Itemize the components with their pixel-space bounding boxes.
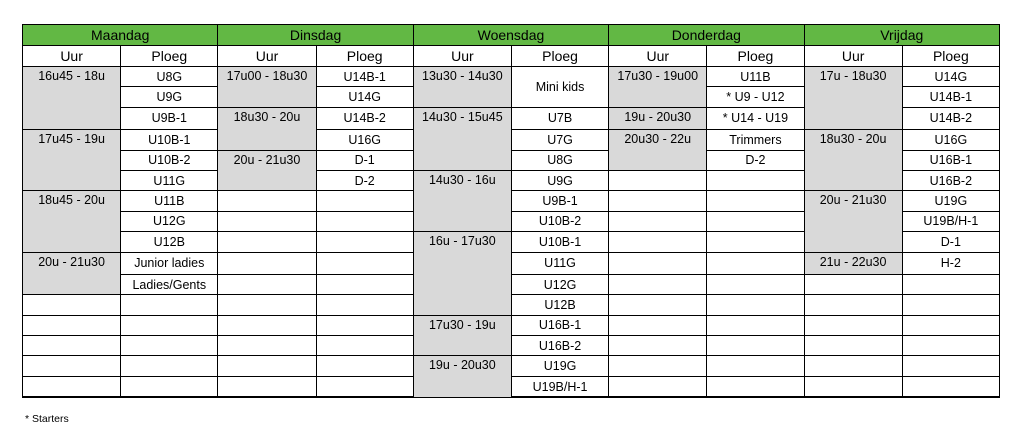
empty-time-cell: [218, 356, 316, 376]
uur-header: Uur: [804, 46, 902, 67]
empty-team-cell: [707, 252, 804, 274]
time-slot: 18u30 - 20u: [804, 130, 902, 191]
team-cell: U11G: [121, 170, 218, 190]
team-cell: U14B-2: [902, 107, 999, 129]
time-slot: 17u30 - 19u: [413, 315, 511, 356]
time-slot: 14u30 - 16u: [413, 170, 511, 231]
empty-team-cell: [121, 356, 218, 376]
uur-header: Uur: [609, 46, 707, 67]
team-cell: U9B-1: [511, 191, 608, 211]
team-cell: U19G: [902, 191, 999, 211]
empty-team-cell: [707, 356, 804, 376]
team-cell: Junior ladies: [121, 252, 218, 274]
uur-header: Uur: [218, 46, 316, 67]
team-cell: U14B-2: [316, 107, 413, 129]
team-cell: U16B-1: [902, 150, 999, 170]
day-header-donderdag: Donderdag: [609, 25, 804, 46]
empty-time-cell: [218, 295, 316, 315]
team-cell: U12B: [121, 232, 218, 252]
day-header-maandag: Maandag: [23, 25, 218, 46]
empty-time-cell: [804, 356, 902, 376]
team-cell: U11B: [707, 67, 804, 87]
footnote: * Starters: [25, 413, 69, 425]
time-slot: 17u45 - 19u: [23, 130, 121, 191]
team-cell: U19B/H-1: [902, 211, 999, 231]
empty-time-cell: [609, 170, 707, 190]
time-slot: 18u30 - 20u: [218, 107, 316, 150]
team-cell: U12G: [511, 274, 608, 294]
ploeg-header: Ploeg: [707, 46, 804, 67]
time-slot: 19u - 20u30: [609, 107, 707, 129]
day-header-dinsdag: Dinsdag: [218, 25, 413, 46]
time-slot: 18u45 - 20u: [23, 191, 121, 252]
team-cell: U14G: [902, 67, 999, 87]
time-slot: 16u - 17u30: [413, 232, 511, 316]
empty-time-cell: [218, 211, 316, 231]
empty-time-cell: [23, 295, 121, 315]
day-header-woensdag: Woensdag: [413, 25, 608, 46]
empty-time-cell: [23, 336, 121, 356]
empty-team-cell: [316, 336, 413, 356]
ploeg-header: Ploeg: [316, 46, 413, 67]
team-cell: H-2: [902, 252, 999, 274]
uur-header: Uur: [413, 46, 511, 67]
team-cell: U10B-2: [121, 150, 218, 170]
empty-team-cell: [316, 274, 413, 294]
empty-time-cell: [609, 232, 707, 252]
team-cell: U9G: [121, 87, 218, 107]
empty-time-cell: [218, 191, 316, 211]
team-cell: U16G: [902, 130, 999, 150]
empty-team-cell: [121, 295, 218, 315]
team-cell: U10B-1: [121, 130, 218, 150]
empty-time-cell: [218, 252, 316, 274]
empty-team-cell: [121, 315, 218, 335]
time-slot: 16u45 - 18u: [23, 67, 121, 130]
team-cell: U19G: [511, 356, 608, 376]
team-cell: * U14 - U19: [707, 107, 804, 129]
empty-team-cell: [707, 232, 804, 252]
empty-team-cell: [707, 376, 804, 397]
empty-team-cell: [902, 376, 999, 397]
time-slot: 17u - 18u30: [804, 67, 902, 130]
empty-time-cell: [609, 295, 707, 315]
empty-team-cell: [316, 356, 413, 376]
empty-time-cell: [609, 252, 707, 274]
time-slot: 20u - 21u30: [804, 191, 902, 252]
team-cell: U7G: [511, 130, 608, 150]
team-cell: * U9 - U12: [707, 87, 804, 107]
team-cell: D-2: [707, 150, 804, 170]
team-cell: D-1: [902, 232, 999, 252]
empty-team-cell: [121, 336, 218, 356]
empty-team-cell: [707, 274, 804, 294]
empty-time-cell: [609, 274, 707, 294]
empty-time-cell: [218, 274, 316, 294]
team-cell: U14G: [316, 87, 413, 107]
empty-team-cell: [707, 315, 804, 335]
team-cell: Trimmers: [707, 130, 804, 150]
team-cell: D-2: [316, 170, 413, 190]
team-cell: U10B-2: [511, 211, 608, 231]
time-slot: 13u30 - 14u30: [413, 67, 511, 108]
team-cell: U11G: [511, 252, 608, 274]
empty-time-cell: [609, 336, 707, 356]
time-slot: 21u - 22u30: [804, 252, 902, 274]
time-slot: 14u30 - 15u45: [413, 107, 511, 170]
empty-team-cell: [902, 356, 999, 376]
empty-time-cell: [218, 315, 316, 335]
empty-team-cell: [316, 295, 413, 315]
team-cell: D-1: [316, 150, 413, 170]
empty-time-cell: [804, 336, 902, 356]
day-header-vrijdag: Vrijdag: [804, 25, 999, 46]
empty-time-cell: [804, 295, 902, 315]
empty-time-cell: [23, 356, 121, 376]
empty-time-cell: [804, 274, 902, 294]
empty-team-cell: [316, 211, 413, 231]
team-cell: U14B-1: [316, 67, 413, 87]
time-slot: 17u30 - 19u00: [609, 67, 707, 108]
empty-team-cell: [707, 336, 804, 356]
empty-time-cell: [804, 315, 902, 335]
empty-team-cell: [902, 274, 999, 294]
empty-team-cell: [707, 170, 804, 190]
empty-team-cell: [316, 376, 413, 397]
team-cell: Mini kids: [511, 67, 608, 108]
team-cell: U8G: [121, 67, 218, 87]
team-cell: U19B/H-1: [511, 376, 608, 397]
training-schedule-table: [22, 24, 1000, 398]
empty-time-cell: [804, 376, 902, 397]
team-cell: U14B-1: [902, 87, 999, 107]
team-cell: U12B: [511, 295, 608, 315]
team-cell: U12G: [121, 211, 218, 231]
empty-team-cell: [316, 232, 413, 252]
ploeg-header: Ploeg: [902, 46, 999, 67]
empty-team-cell: [707, 211, 804, 231]
empty-team-cell: [316, 315, 413, 335]
time-slot: 20u - 21u30: [23, 252, 121, 295]
empty-team-cell: [902, 295, 999, 315]
ploeg-header: Ploeg: [121, 46, 218, 67]
team-cell: U9B-1: [121, 107, 218, 129]
empty-time-cell: [218, 336, 316, 356]
time-slot: 20u - 21u30: [218, 150, 316, 191]
empty-team-cell: [121, 376, 218, 397]
time-slot: 20u30 - 22u: [609, 130, 707, 171]
empty-team-cell: [902, 315, 999, 335]
team-cell: Ladies/Gents: [121, 274, 218, 294]
empty-team-cell: [707, 191, 804, 211]
team-cell: U16B-1: [511, 315, 608, 335]
team-cell: U11B: [121, 191, 218, 211]
team-cell: U16B-2: [902, 170, 999, 190]
empty-time-cell: [23, 315, 121, 335]
empty-time-cell: [609, 191, 707, 211]
empty-team-cell: [902, 336, 999, 356]
uur-header: Uur: [23, 46, 121, 67]
empty-team-cell: [316, 191, 413, 211]
empty-time-cell: [609, 376, 707, 397]
team-cell: U9G: [511, 170, 608, 190]
team-cell: U10B-1: [511, 232, 608, 252]
empty-time-cell: [609, 211, 707, 231]
empty-team-cell: [707, 295, 804, 315]
empty-time-cell: [609, 315, 707, 335]
team-cell: U16B-2: [511, 336, 608, 356]
ploeg-header: Ploeg: [511, 46, 608, 67]
team-cell: U7B: [511, 107, 608, 129]
empty-time-cell: [218, 232, 316, 252]
empty-time-cell: [23, 376, 121, 397]
empty-time-cell: [609, 356, 707, 376]
team-cell: U8G: [511, 150, 608, 170]
time-slot: 19u - 20u30: [413, 356, 511, 397]
time-slot: 17u00 - 18u30: [218, 67, 316, 108]
team-cell: U16G: [316, 130, 413, 150]
empty-time-cell: [218, 376, 316, 397]
empty-team-cell: [316, 252, 413, 274]
